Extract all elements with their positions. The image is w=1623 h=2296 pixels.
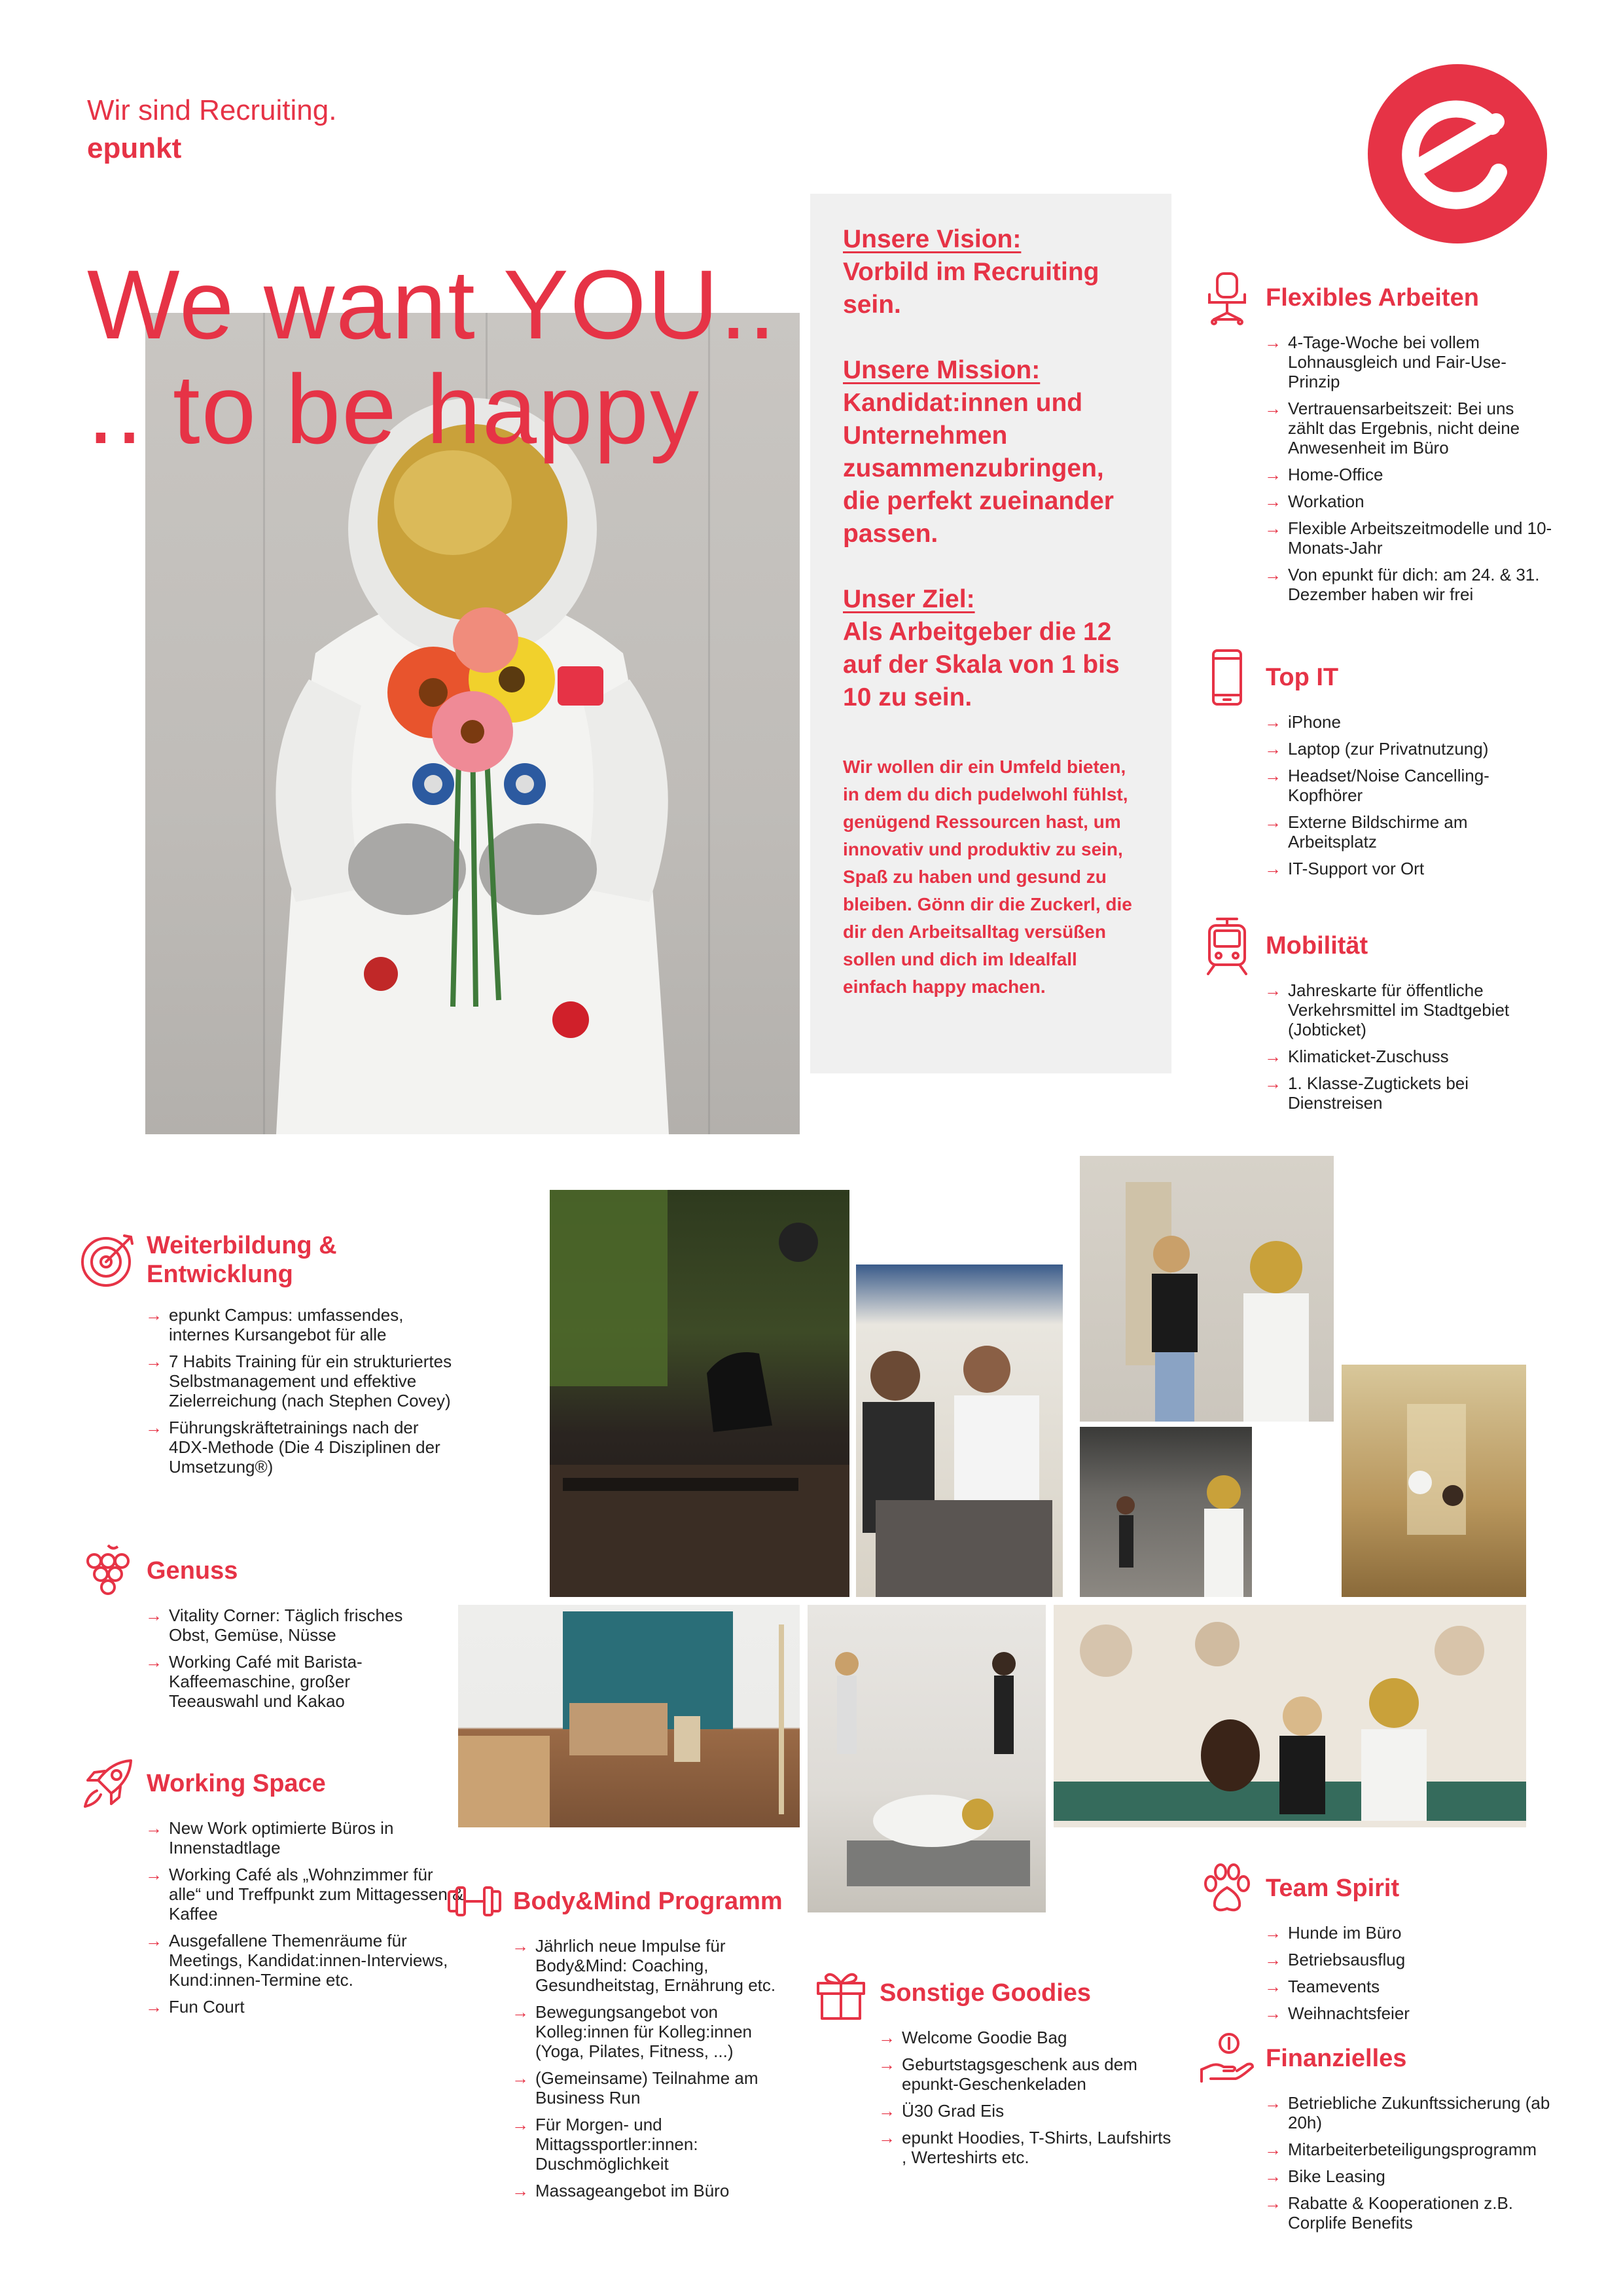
rocket-icon: [79, 1754, 137, 1813]
gift-icon: [812, 1964, 870, 2022]
list-item: → Laptop (zur Privatnutzung): [1264, 739, 1552, 759]
section-goodies: [812, 1964, 1204, 2174]
list-item: → Jahreskarte für öffentliche Verkehrsmittel im Stadtgebiet (Jobticket): [1264, 980, 1552, 1039]
list-item: → Bewegungsangebot von Kolleg:innen für Kolleg:innen (Yoga, Pilates, Fitness, ...): [512, 2002, 800, 2061]
section-mobilitaet: [1198, 916, 1590, 1120]
headline-line-2: .. to be happy: [87, 354, 701, 464]
section-title: Weiterbildung & Entwicklung: [147, 1232, 337, 1288]
section-flexibles-arbeiten: [1198, 268, 1590, 611]
section-title: Sonstige Goodies: [880, 1979, 1092, 2007]
section-body-mind: [445, 1872, 812, 2208]
list-item: → Ausgefallene Themenräume für Meetings, Kandidat:innen-Interviews, Kund:innen-Termine etc.: [145, 1931, 466, 1990]
list-item: → Workation: [1264, 492, 1552, 511]
list-item: → epunkt Campus: umfassendes, internes Kursangebot für alle: [145, 1305, 453, 1344]
list-item: → Weihnachtsfeier: [1264, 2003, 1565, 2023]
paw-icon: [1198, 1859, 1257, 1918]
section-top-it: [1198, 648, 1590, 886]
tagline-text: Wir sind Recruiting.: [87, 94, 337, 126]
list-item: → Hunde im Büro: [1264, 1923, 1565, 1943]
yoga-photo: [808, 1605, 1046, 1912]
pisa-selfie-photo: [1080, 1156, 1334, 1422]
list-item: → Für Morgen- und Mittagssportler:innen: Duschmöglichkeit: [512, 2115, 800, 2174]
list-item: → Welcome Goodie Bag: [878, 2028, 1173, 2047]
section-genuss: [79, 1541, 471, 1718]
list-item: → Ü30 Grad Eis: [878, 2101, 1173, 2121]
foosball-photo: [856, 1265, 1063, 1597]
section-title: Mobilität: [1266, 932, 1368, 960]
list-item: → Betriebliche Zukunftssicherung (ab 20h): [1264, 2093, 1572, 2132]
list-item: → Headset/Noise Cancelling-Kopfhörer: [1264, 766, 1552, 805]
list-item: → 4-Tage-Woche bei vollem Lohnausgleich und Fair-Use-Prinzip: [1264, 332, 1552, 391]
vision-mission-box: [810, 194, 1171, 1073]
list-item: → New Work optimierte Büros in Innenstadtlage: [145, 1818, 466, 1857]
section-title: Body&Mind Programm: [513, 1888, 783, 1915]
list-item: → Working Café als „Wohnzimmer für alle“ und Treffpunkt zum Mittagessen & Kaffee: [145, 1865, 466, 1924]
dumbbell-icon: [445, 1872, 504, 1931]
list-item: → Fun Court: [145, 1997, 466, 2017]
list-item: → Mitarbeiterbeteiligungsprogramm: [1264, 2140, 1572, 2159]
list-item: → Führungskräftetrainings nach der 4DX-Methode (Die 4 Disziplinen der Umsetzung®): [145, 1418, 453, 1477]
section-title: Genuss: [147, 1557, 238, 1585]
list-item: → Working Café mit Barista-Kaffeemaschine, großer Teeauswahl und Kakao: [145, 1652, 427, 1711]
section-title: Finanzielles: [1266, 2045, 1407, 2072]
list-item: → Betriebsausflug: [1264, 1950, 1565, 1969]
list-item: → Teamevents: [1264, 1977, 1565, 1996]
list-item: → IT-Support vor Ort: [1264, 859, 1552, 878]
section-title: Working Space: [147, 1770, 326, 1797]
mission-text: Kandidat:innen und Unternehmen zusammenzubringen, die perfekt zueinander passen.: [843, 389, 1114, 548]
list-item: → epunkt Hoodies, T-Shirts, Laufshirts , Werteshirts etc.: [878, 2128, 1173, 2167]
list-item: → 7 Habits Training für ein strukturiertes Selbstmanagement und effektive Zielerreichung (nach Stephen Covey): [145, 1352, 453, 1410]
list-item: → Home-Office: [1264, 465, 1552, 484]
list-item: → Flexible Arbeitszeitmodelle und 10-Monats-Jahr: [1264, 518, 1552, 558]
list-item: → Geburtstagsgeschenk aus dem epunkt-Geschenkeladen: [878, 2054, 1173, 2094]
money-hand-icon: [1198, 2029, 1257, 2088]
list-item: → Von epunkt für dich: am 24. & 31. Dezember haben wir frei: [1264, 565, 1552, 604]
list-item: → Jährlich neue Impulse für Body&Mind: Coaching, Gesundheitstag, Ernährung etc.: [512, 1936, 800, 1995]
working-cafe-photo: [1080, 1427, 1252, 1597]
vision-text: Vorbild im Recruiting sein.: [843, 258, 1099, 319]
epunkt-logo: [1368, 64, 1547, 243]
headline-line-1: We want YOU..: [87, 249, 777, 359]
headline: [87, 249, 777, 464]
meeting-room-photo: [458, 1605, 800, 1827]
goal-label: Unser Ziel:: [843, 585, 975, 613]
section-working-space: [79, 1754, 484, 2024]
list-item: → Vertrauensarbeitszeit: Bei uns zählt das Ergebnis, nicht deine Anwesenheit im Büro: [1264, 399, 1552, 457]
mission-label: Unsere Mission:: [843, 356, 1041, 384]
section-weiterbildung: [79, 1230, 484, 1484]
list-item: → iPhone: [1264, 712, 1552, 732]
office-chair-icon: [1198, 268, 1257, 327]
tagline: [87, 92, 336, 168]
smartphone-icon: [1198, 648, 1257, 707]
grapes-icon: [79, 1541, 137, 1600]
list-item: → 1. Klasse-Zugtickets bei Dienstreisen: [1264, 1073, 1552, 1113]
section-team-spirit: [1198, 1859, 1590, 2030]
list-item: → Massageangebot im Büro: [512, 2181, 800, 2200]
target-icon: [79, 1230, 137, 1289]
section-title: Top IT: [1266, 664, 1339, 691]
section-title: Flexibles Arbeiten: [1266, 284, 1479, 312]
brand-name: epunkt: [87, 132, 182, 164]
list-item: → Vitality Corner: Täglich frisches Obst, Gemüse, Nüsse: [145, 1605, 427, 1645]
epunkt-e-icon: [1368, 64, 1547, 243]
list-item: → Rabatte & Kooperationen z.B. Corplife Benefits: [1264, 2193, 1572, 2233]
vision-paragraph: Wir wollen dir ein Umfeld bieten, in dem du dich pudelwohl fühlst, genügend Ressourcen hast, um innovativ und produktiv zu sein, Spaß zu haben und gesund zu bleiben. Gönn dir die Zuckerl, die dir den Arbeitsalltag versüßen sollen und dich im Idealfall einfach happy machen.: [843, 757, 1132, 997]
list-item: → Externe Bildschirme am Arbeitsplatz: [1264, 812, 1552, 852]
list-item: → (Gemeinsame) Teilnahme am Business Run: [512, 2068, 800, 2108]
vision-label: Unsere Vision:: [843, 225, 1022, 253]
section-title: Team Spirit: [1266, 1874, 1400, 1902]
list-item: → Klimaticket-Zuschuss: [1264, 1047, 1552, 1066]
section-finanzielles: [1198, 2029, 1590, 2240]
goal-text: Als Arbeitgeber die 12 auf der Skala von 1 bis 10 zu sein.: [843, 618, 1120, 711]
dog-team-photo: [1054, 1605, 1526, 1827]
hallway-photo: [1342, 1365, 1526, 1597]
lounge-chair-photo: [550, 1190, 849, 1597]
tram-icon: [1198, 916, 1257, 975]
list-item: → Bike Leasing: [1264, 2166, 1572, 2186]
